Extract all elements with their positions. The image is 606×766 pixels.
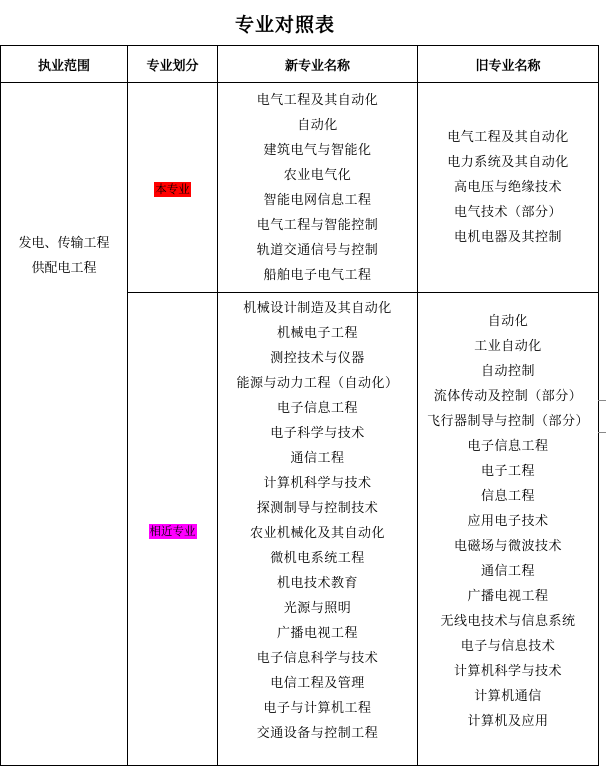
new-major-list-related [218, 293, 418, 766]
header-row [1, 46, 599, 83]
old-major-item: 通信工程 [480, 564, 535, 579]
old-major-list-related [418, 293, 599, 766]
old-major-item: 电气工程及其自动化 [447, 130, 569, 145]
new-major-item: 船舶电子电气工程 [263, 267, 372, 283]
new-major-item: 电子科学与技术 [270, 426, 365, 441]
old-major-item: 工业自动化 [474, 339, 542, 354]
old-major-item: 信息工程 [480, 489, 535, 504]
new-major-item: 轨道交通信号与控制 [256, 242, 379, 258]
new-major-item: 机电技术教育 [276, 576, 358, 591]
margin-mark-1 [598, 400, 606, 401]
page-title: 专业对照表 [234, 14, 335, 36]
margin-mark-2 [598, 432, 606, 433]
old-major-item: 广播电视工程 [467, 589, 549, 604]
new-major-item: 电子信息工程 [276, 401, 358, 416]
old-major-item: 电子工程 [480, 464, 535, 479]
new-major-item: 农业电气化 [283, 167, 352, 183]
header-category: 专业划分 [128, 46, 218, 83]
old-major-item: 计算机科学与技术 [453, 664, 562, 679]
new-major-item: 交通设备与控制工程 [256, 726, 379, 741]
old-major-item: 自动化 [487, 314, 529, 329]
new-major-item: 电子信息科学与技术 [256, 651, 379, 666]
category-badge-related: 相近专业 [149, 523, 196, 538]
old-major-item: 电气技术（部分） [453, 205, 562, 220]
new-major-item: 通信工程 [290, 451, 345, 466]
new-major-item: 机械电子工程 [276, 326, 358, 341]
new-major-item: 电子与计算机工程 [263, 701, 372, 716]
old-major-item: 电磁场与微波技术 [453, 539, 562, 554]
old-major-item: 电子信息工程 [467, 439, 549, 454]
new-major-list-own [218, 83, 418, 293]
category-badge-own: 本专业 [155, 182, 190, 196]
header-old-major: 旧专业名称 [418, 46, 599, 83]
major-comparison-table [0, 45, 599, 766]
scope-line-2: 供配电工程 [31, 261, 97, 276]
table-row-own-major [1, 83, 599, 293]
old-major-item: 电力系统及其自动化 [447, 155, 569, 170]
new-major-item: 电气工程及其自动化 [256, 92, 379, 108]
old-major-item: 计算机及应用 [467, 714, 549, 729]
category-cell-related [128, 293, 218, 766]
new-major-item: 计算机科学与技术 [263, 476, 372, 491]
old-major-item: 计算机通信 [474, 689, 542, 704]
new-major-item: 测控技术与仪器 [270, 351, 365, 366]
new-major-item: 智能电网信息工程 [263, 192, 372, 208]
new-major-item: 农业机械化及其自动化 [249, 526, 385, 541]
new-major-item: 探测制导与控制技术 [256, 501, 379, 516]
new-major-item: 机械设计制造及其自动化 [243, 301, 392, 316]
new-major-item: 自动化 [297, 117, 338, 133]
new-major-item: 电信工程及管理 [270, 676, 365, 691]
scope-line-1: 发电、传输工程 [18, 236, 110, 251]
category-cell-own [128, 83, 218, 293]
new-major-item: 光源与照明 [283, 601, 352, 616]
old-major-item: 无线电技术与信息系统 [440, 614, 576, 629]
old-major-item: 流体传动及控制（部分） [433, 389, 583, 404]
header-new-major: 新专业名称 [218, 46, 418, 83]
new-major-item: 电气工程与智能控制 [256, 217, 379, 233]
header-scope: 执业范围 [1, 46, 128, 83]
old-major-item: 电机电器及其控制 [453, 230, 562, 245]
old-major-item: 应用电子技术 [467, 514, 549, 529]
old-major-item: 高电压与绝缘技术 [453, 180, 562, 195]
old-major-item: 电子与信息技术 [460, 639, 556, 654]
old-major-list-own [418, 83, 599, 293]
old-major-item: 自动控制 [480, 364, 535, 379]
scope-cell [1, 83, 128, 766]
new-major-item: 建筑电气与智能化 [263, 142, 372, 158]
new-major-item: 能源与动力工程（自动化） [236, 376, 399, 391]
new-major-item: 广播电视工程 [276, 626, 358, 641]
old-major-item: 飞行器制导与控制（部分） [426, 414, 589, 429]
new-major-item: 微机电系统工程 [270, 551, 365, 566]
